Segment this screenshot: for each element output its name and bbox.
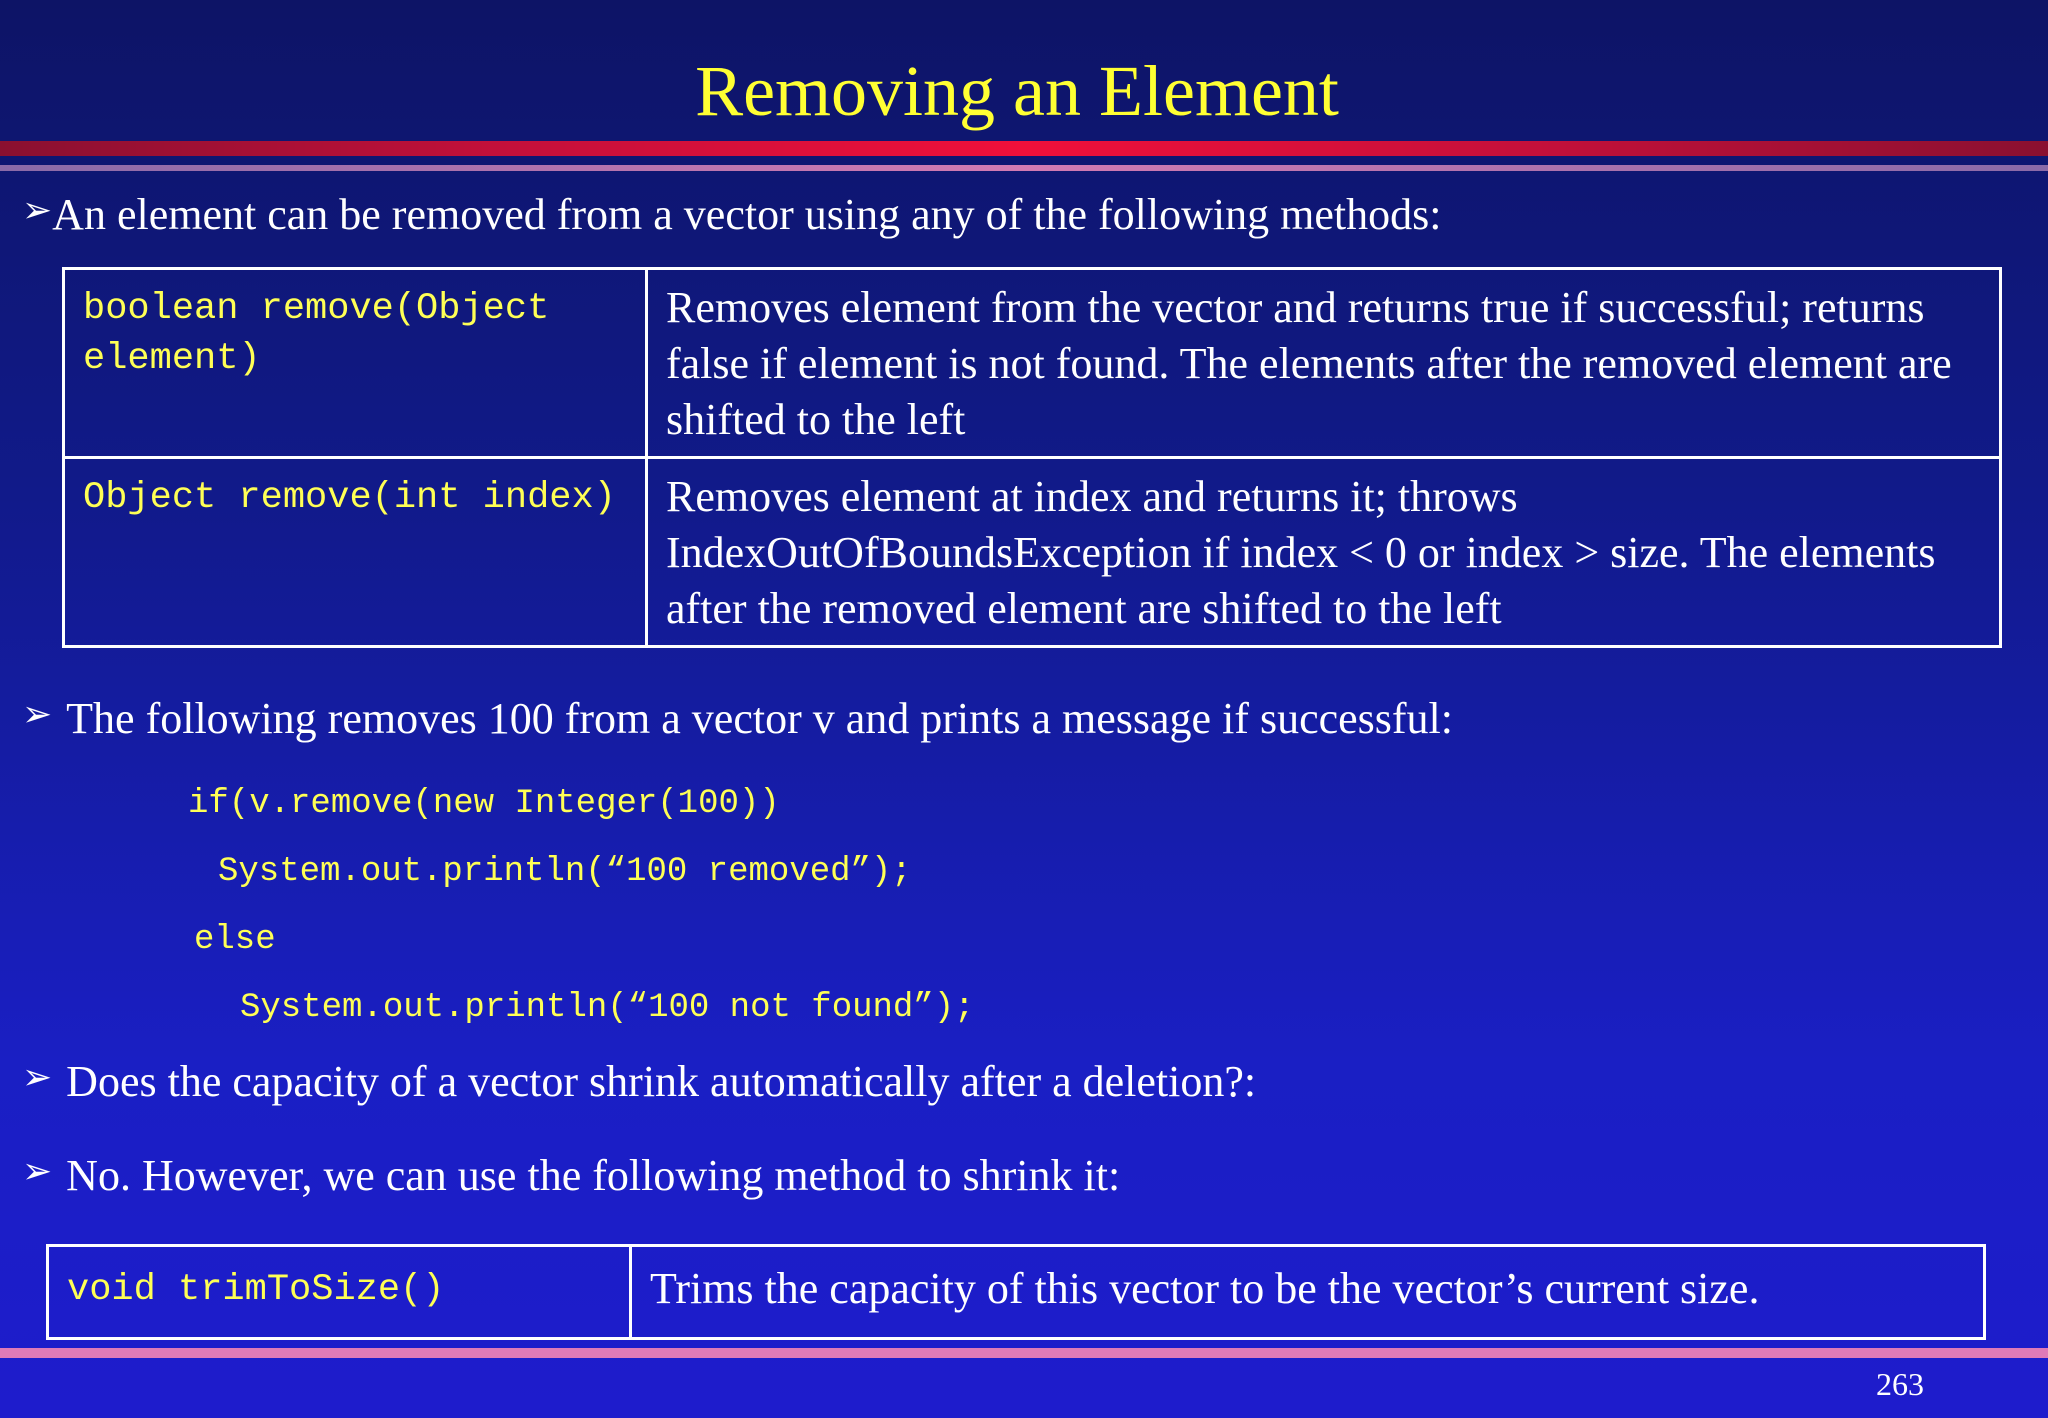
bullet-capacity-question xyxy=(22,1055,1256,1109)
footer-divider xyxy=(0,1348,2048,1358)
trim-method-table xyxy=(46,1244,1986,1340)
method-signature-cell xyxy=(48,1246,631,1339)
table-row xyxy=(64,269,2001,458)
arrow-bullet-icon: ➢ xyxy=(22,1057,53,1098)
table-row xyxy=(48,1246,1985,1339)
bullet-example-intro xyxy=(22,692,1453,746)
code-line: if(v.remove(new Integer(100)) xyxy=(188,785,780,823)
method-signature: Object remove(int index) xyxy=(83,477,616,519)
method-signature: void trimToSize() xyxy=(67,1269,445,1311)
slide-title: Removing an Element xyxy=(695,51,1339,131)
code-line: System.out.println(“100 not found”); xyxy=(240,989,975,1027)
method-description: Removes element from the vector and returns true if successful; returns false if element is not found. The elements after the removed element are shifted to the left xyxy=(666,283,1952,444)
title-divider-pink xyxy=(0,165,2048,171)
method-description-cell xyxy=(647,458,2001,647)
method-signature-cell xyxy=(64,269,647,458)
method-signature-cell xyxy=(64,458,647,647)
arrow-bullet-icon: ➢ xyxy=(22,694,53,735)
bullet-text: The following removes 100 from a vector v and prints a message if successful: xyxy=(66,694,1454,743)
method-description: Removes element at index and returns it; throws IndexOutOfBoundsException if index < 0 or index > size. The elements after the removed element are shifted to the left xyxy=(666,472,1936,633)
bullet-capacity-answer xyxy=(22,1149,1120,1203)
method-description-cell xyxy=(647,269,2001,458)
arrow-bullet-icon: ➢ xyxy=(22,1151,53,1192)
method-description-cell xyxy=(631,1246,1985,1339)
bullet-text: An element can be removed from a vector using any of the following methods: xyxy=(52,190,1442,239)
bullet-text: Does the capacity of a vector shrink automatically after a deletion?: xyxy=(66,1057,1257,1106)
method-signature: boolean remove(Object element) xyxy=(83,288,572,380)
bullet-text: No. However, we can use the following method to shrink it: xyxy=(66,1151,1121,1200)
arrow-bullet-icon: ➢ xyxy=(22,190,53,231)
title-divider-red xyxy=(0,141,2048,156)
code-line: else xyxy=(194,921,276,959)
code-line: System.out.println(“100 removed”); xyxy=(218,853,912,891)
page-number: 263 xyxy=(1876,1366,1924,1402)
remove-methods-table xyxy=(62,267,2002,648)
bullet-methods-intro xyxy=(22,188,1441,242)
method-description: Trims the capacity of this vector to be the vector’s current size. xyxy=(650,1264,1760,1313)
table-row xyxy=(64,458,2001,647)
